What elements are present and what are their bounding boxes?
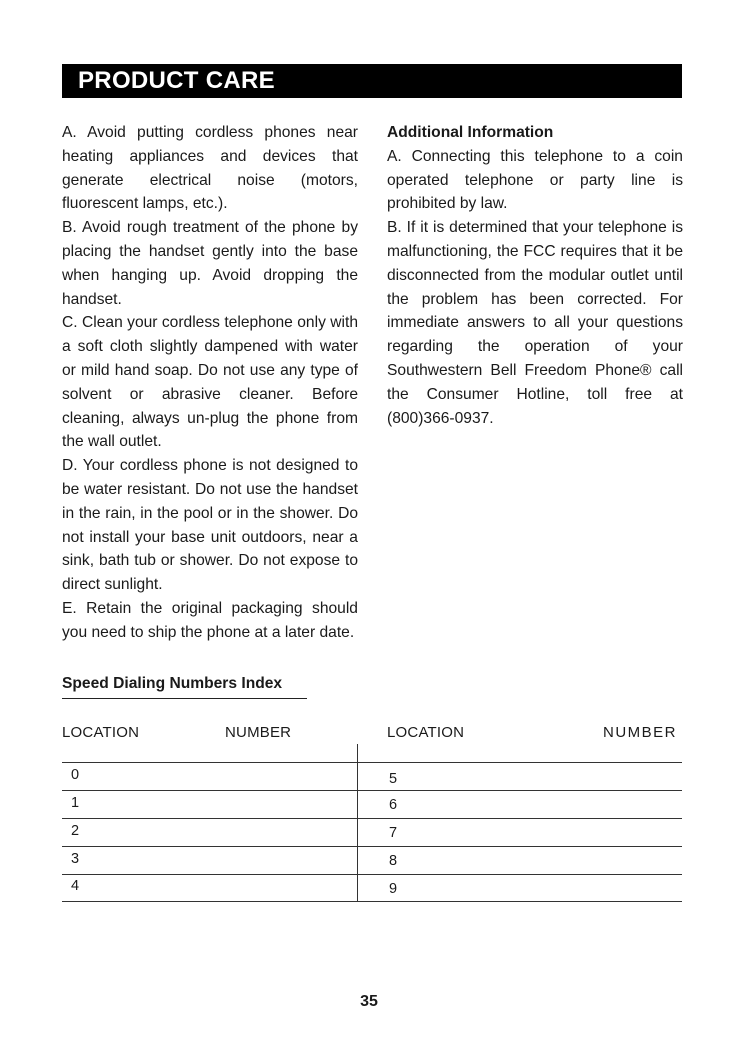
info-item-b: B. If it is determined that your telephone is malfunctioning, the FCC requires that it be disconnected from the modular outlet until the problem has been corrected. For immediate answers to all your questions regarding the operation of your Southwestern Bell Freedom Phone® call the Consumer Hotline, toll free at (800)366-0937. xyxy=(387,219,683,427)
location-cell: 6 xyxy=(389,797,398,813)
additional-info-heading: Additional Information xyxy=(387,124,554,141)
right-column xyxy=(387,121,683,430)
header-left-number: NUMBER xyxy=(225,724,292,741)
header-right-location: LOCATION xyxy=(387,724,465,741)
table-rule xyxy=(62,901,682,902)
header-right-number: NUMBER xyxy=(603,724,678,741)
table-rule xyxy=(62,818,682,819)
location-cell: 7 xyxy=(389,825,398,841)
care-item-d: D. Your cordless phone is not designed to be water resistant. Do not use the handset in the rain, in the pool or in the shower. Do not install your base unit outdoors, near a sink, bath tub or shower. Do not expose to direct sunlight. xyxy=(62,457,358,594)
section-header-bar xyxy=(62,64,682,98)
speed-dial-title: Speed Dialing Numbers Index xyxy=(62,675,307,699)
table-rule xyxy=(62,762,682,763)
table-divider xyxy=(357,744,358,902)
table-rule xyxy=(62,874,682,875)
location-cell: 8 xyxy=(389,853,398,869)
table-rule xyxy=(62,846,682,847)
care-item-c: C. Clean your cordless telephone only with a soft cloth slightly dampened with water or mild hand soap. Do not use any type of solvent or abrasive cleaner. Before cleaning, always un-plug the phone from the wall outlet. xyxy=(62,314,358,451)
header-left-location: LOCATION xyxy=(62,724,140,741)
location-cell: 4 xyxy=(71,878,80,894)
section-title: PRODUCT CARE xyxy=(78,67,275,94)
page-number: 35 xyxy=(360,993,378,1010)
location-cell: 2 xyxy=(71,823,80,839)
location-cell: 5 xyxy=(389,771,398,787)
care-item-b: B. Avoid rough treatment of the phone by placing the handset gently into the base when hanging up. Avoid dropping the handset. xyxy=(62,219,358,308)
care-item-a: A. Avoid putting cordless phones near heating appliances and devices that generate electrical noise (motors, fluorescent lamps, etc.). xyxy=(62,124,358,213)
location-cell: 9 xyxy=(389,881,398,897)
location-cell: 3 xyxy=(71,851,80,867)
speed-dial-table xyxy=(62,744,682,902)
care-item-e: E. Retain the original packaging should you need to ship the phone at a later date. xyxy=(62,599,358,641)
location-cell: 1 xyxy=(71,795,80,811)
left-column xyxy=(62,121,358,645)
info-item-a: A. Connecting this telephone to a coin operated telephone or party line is prohibited by law. xyxy=(387,147,683,213)
location-cell: 0 xyxy=(71,767,80,783)
table-rule xyxy=(62,790,682,791)
